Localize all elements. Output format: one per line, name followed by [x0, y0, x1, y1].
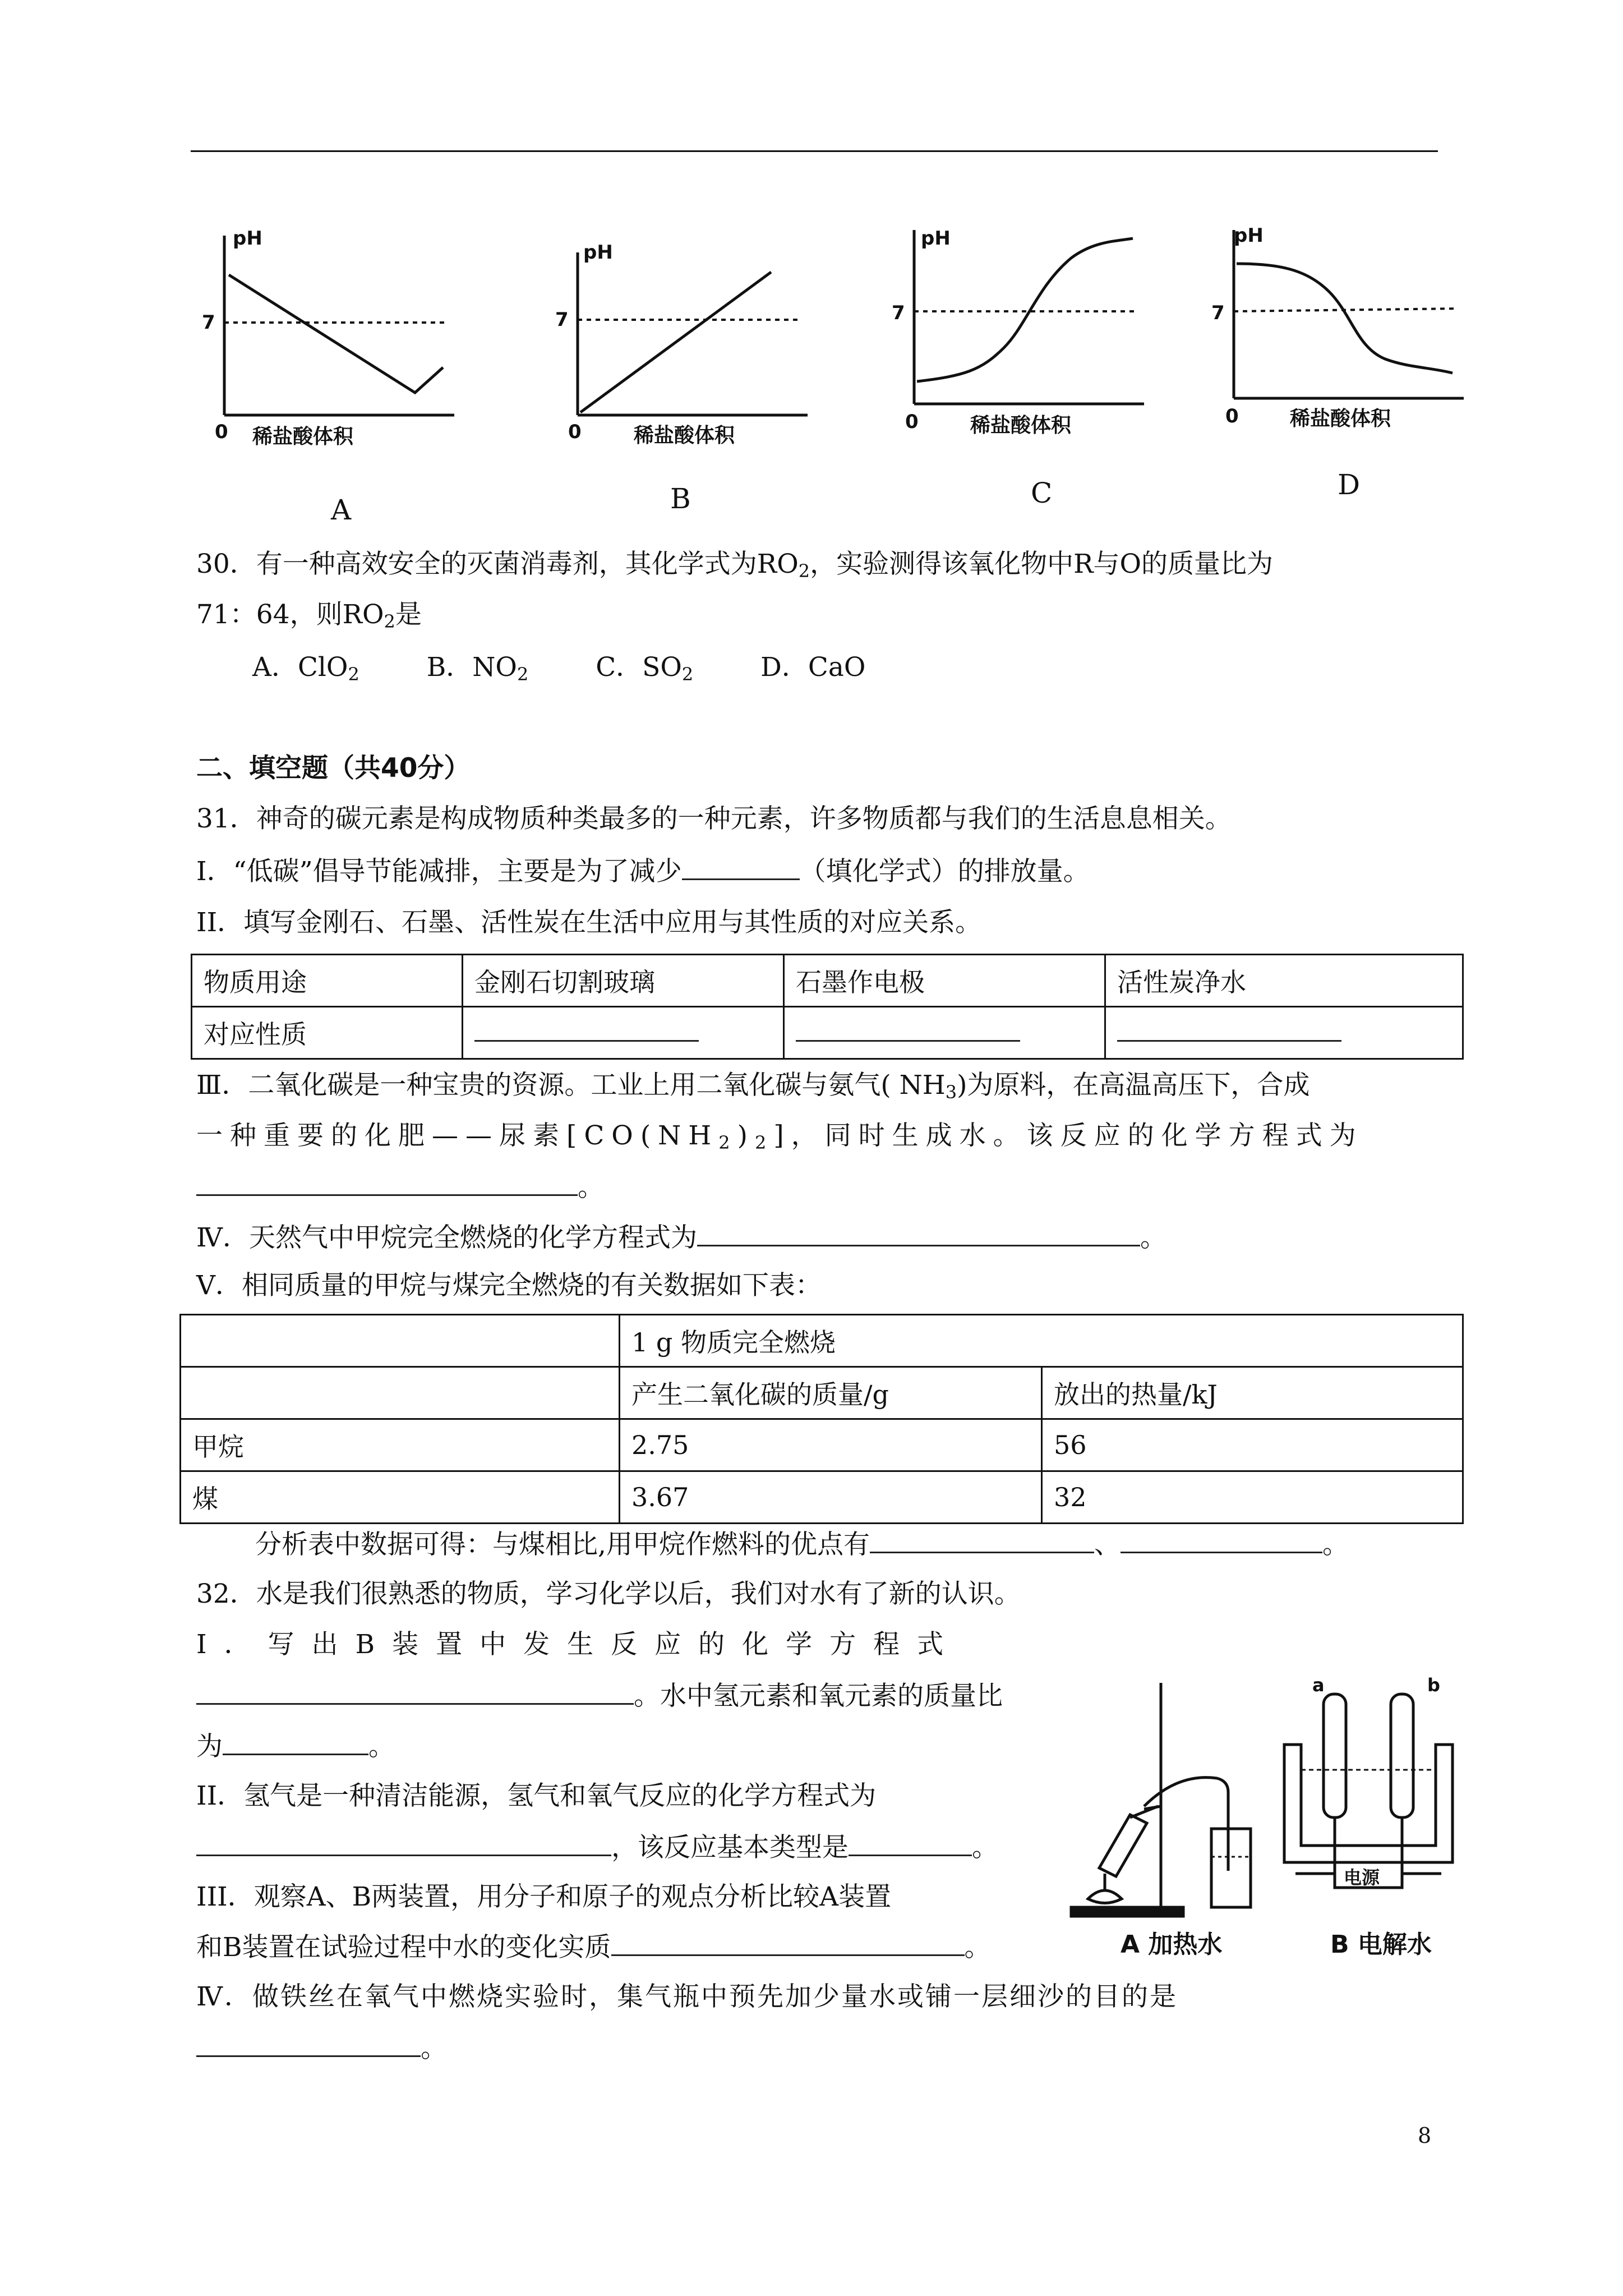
q31-table-uses — [191, 954, 1464, 1060]
graph-c-letter: C — [1031, 477, 1053, 509]
q32-part-i-line2: 。水中氢元素和氧元素的质量比 — [196, 1678, 1003, 1713]
table-cell-blank[interactable] — [784, 1007, 1105, 1059]
page-number: 8 — [1418, 2123, 1432, 2148]
q30-options — [252, 651, 865, 684]
q32-part-iv-line2: 。 — [196, 2031, 447, 2065]
graph-b-letter: B — [670, 482, 691, 515]
q30-line2: 71：64，则$RO_2$是 — [196, 599, 422, 632]
header-rule — [191, 150, 1438, 152]
graph-c — [892, 219, 1161, 510]
q32-ii-type-blank[interactable] — [849, 1830, 972, 1856]
graph-a — [202, 224, 471, 516]
q32-part-iv-line1: Ⅳ．做铁丝在氧气中燃烧实验时，集气瓶中预先加少量水或铺一层细沙的目的是 — [196, 1981, 1178, 2012]
q31-part-iii-line1: Ⅲ．二氧化碳是一种宝贵的资源。工业上用二氧化碳与氨气( $NH_3$)为原料，在高温高压下，合成 — [196, 1070, 1310, 1103]
graph-b-ylabel: pH — [583, 241, 613, 264]
q30-option-d[interactable]: D．CaO — [760, 652, 866, 683]
q32-ii-equation-blank[interactable] — [196, 1830, 611, 1856]
q30-option-b[interactable]: B．$NO_2$ — [426, 652, 529, 685]
graph-d — [1211, 219, 1481, 510]
q30-option-c[interactable]: C．$SO_2$ — [596, 652, 694, 685]
table-cell: 产生二氧化碳的质量/g — [620, 1367, 1042, 1419]
q31-part-iv: Ⅳ．天然气中甲烷完全燃烧的化学方程式为 。 — [196, 1220, 1166, 1255]
q32-part-ii-line1: II．氢气是一种清洁能源，氢气和氧气反应的化学方程式为 — [196, 1780, 877, 1811]
q31-part-iii-line3: 。 — [196, 1170, 604, 1204]
q32-part-i-line3: 为 。 — [196, 1729, 395, 1764]
q31-table-combustion — [179, 1314, 1464, 1524]
table-cell: 活性炭净水 — [1105, 955, 1463, 1007]
table-cell: 甲烷 — [181, 1419, 620, 1471]
graph-b-xlabel: 稀盐酸体积 — [634, 424, 735, 447]
section-2-heading: 二、填空题（共40分） — [196, 753, 471, 784]
q31-part-ii: II．填写金刚石、石墨、活性炭在生活中应用与其性质的对应关系。 — [196, 907, 982, 938]
graph-d-ylabel: pH — [1234, 224, 1264, 247]
table-cell: 2.75 — [620, 1419, 1042, 1471]
graph-d-tick7: 7 — [1211, 302, 1225, 324]
graph-c-xlabel: 稀盐酸体积 — [970, 414, 1072, 437]
table-cell: 石墨作电极 — [784, 955, 1105, 1007]
graph-c-tick7: 7 — [892, 302, 905, 324]
table-cell: 3.67 — [620, 1471, 1042, 1524]
q30-line1: 30．有一种高效安全的灭菌消毒剂，其化学式为$RO_2$，实验测得该氧化物中R与O的质量比为 — [196, 549, 1274, 582]
graph-a-origin: 0 — [215, 421, 228, 443]
graph-b-tick7: 7 — [555, 309, 569, 331]
apparatus-a — [1071, 1683, 1251, 1916]
graph-c-ylabel: pH — [921, 227, 951, 250]
apparatus-power-label: 电源 — [1344, 1867, 1380, 1888]
q32-part-iii-line1: III．观察A、B两装置，用分子和原子的观点分析比较A装置 — [196, 1881, 892, 1912]
q32-i-ratio-blank[interactable] — [223, 1729, 368, 1755]
q31-iv-blank[interactable] — [697, 1220, 1140, 1246]
q31-part-v: V．相同质量的甲烷与煤完全燃烧的有关数据如下表： — [196, 1270, 822, 1301]
table-cell — [181, 1315, 620, 1367]
q32-iii-blank[interactable] — [611, 1930, 965, 1956]
q32-iv-blank[interactable] — [196, 2031, 421, 2057]
apparatus-b — [1284, 1694, 1453, 1888]
q32-part-iii-line2: 和B装置在试验过程中水的变化实质 。 — [196, 1930, 991, 1964]
q31-intro: 31．神奇的碳元素是构成物质种类最多的一种元素，许多物质都与我们的生活息息相关。 — [196, 803, 1232, 834]
q31-part-i: I．“低碳”倡导节能减排，主要是为了减少 （填化学式）的排放量。 — [196, 854, 1090, 889]
table-cell: 放出的热量/kJ — [1042, 1367, 1463, 1419]
table-cell: 56 — [1042, 1419, 1463, 1471]
table-cell: 32 — [1042, 1471, 1463, 1524]
table-cell: 物质用途 — [192, 955, 463, 1007]
q31-part-iii-line2: 一种重要的化肥——尿素$[CO(NH_2)_2]$，同时生成水。该反应的化学方程式为 — [196, 1120, 1363, 1153]
table-cell: 金刚石切割玻璃 — [463, 955, 784, 1007]
q30-option-a[interactable]: A．ClO$_2$ — [252, 652, 359, 685]
apparatus-tube-b-label: b — [1427, 1674, 1440, 1696]
graph-b — [555, 224, 824, 516]
q32-i-equation-blank[interactable] — [196, 1678, 634, 1705]
graph-d-origin: 0 — [1225, 405, 1239, 427]
q31-analysis: 分析表中数据可得：与煤相比,用甲烷作燃料的优点有 、 。 — [255, 1527, 1349, 1562]
q31-advantage-blank-2[interactable] — [1121, 1527, 1322, 1553]
table-cell — [181, 1367, 620, 1419]
q32-intro: 32．水是我们很熟悉的物质，学习化学以后，我们对水有了新的认识。 — [196, 1579, 1021, 1609]
apparatus-a-caption: A 加热水 — [1121, 1930, 1223, 1959]
graph-a-tick7: 7 — [202, 311, 215, 334]
table-cell: 煤 — [181, 1471, 620, 1524]
q32-part-ii-line2: ，该反应基本类型是 。 — [196, 1830, 998, 1865]
graph-d-xlabel: 稀盐酸体积 — [1290, 407, 1391, 430]
table-cell-blank[interactable] — [1105, 1007, 1463, 1059]
q31-iii-blank[interactable] — [196, 1170, 578, 1196]
table-cell: 对应性质 — [192, 1007, 463, 1059]
graph-a-xlabel: 稀盐酸体积 — [252, 425, 354, 448]
q31-i-blank[interactable] — [682, 854, 800, 880]
q31-advantage-blank-1[interactable] — [870, 1527, 1094, 1553]
q32-part-i-line1: I．写出B装置中发生反应的化学方程式 — [196, 1629, 961, 1660]
table-cell: 1 g 物质完全燃烧 — [620, 1315, 1463, 1367]
apparatus-b-caption: B 电解水 — [1330, 1930, 1432, 1959]
graph-a-letter: A — [331, 494, 352, 526]
apparatus-figure — [1060, 1677, 1464, 1963]
graph-c-origin: 0 — [905, 411, 919, 433]
graph-b-origin: 0 — [568, 421, 582, 443]
table-cell-blank[interactable] — [463, 1007, 784, 1059]
graph-a-ylabel: pH — [233, 227, 262, 250]
graph-d-letter: D — [1338, 468, 1361, 501]
apparatus-tube-a-label: a — [1312, 1674, 1325, 1696]
